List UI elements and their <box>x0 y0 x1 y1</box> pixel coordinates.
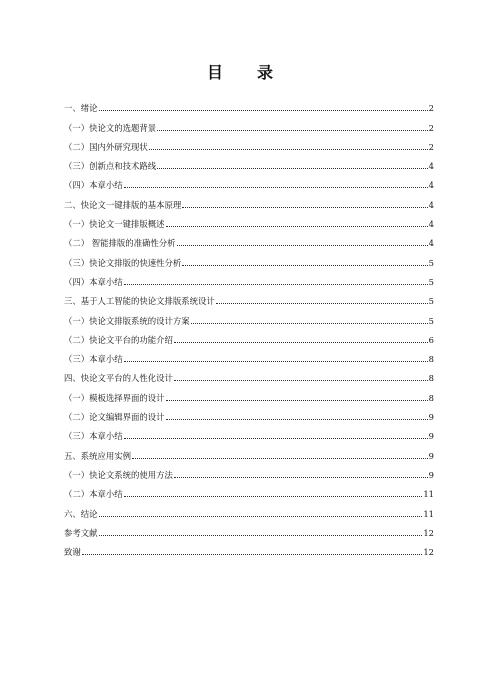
toc-entry-label: 四、快论文平台的人性化设计 <box>64 373 173 384</box>
toc-entry-label: （三）快论文排版的快速性分析 <box>64 257 182 268</box>
toc-entry-label: （二）本章小结 <box>64 489 123 500</box>
toc-entry-page-number: 4 <box>428 161 434 172</box>
toc-entry-page-number: 2 <box>428 103 434 114</box>
toc-entry-label: （三）本章小结 <box>64 431 123 442</box>
toc-entry[interactable] <box>64 538 434 557</box>
toc-dot-leader <box>124 284 428 285</box>
toc-entry-page-number: 12 <box>423 527 434 538</box>
toc-entry-page-number: 9 <box>428 469 434 480</box>
toc-entry-label: （三）创新点和技术路线 <box>64 161 157 172</box>
toc-entry[interactable] <box>64 171 434 190</box>
toc-entry[interactable] <box>64 229 434 248</box>
toc-entry-label: 一、绪论 <box>64 103 98 114</box>
toc-dot-leader <box>124 187 428 188</box>
toc-entry-page-number: 5 <box>428 315 434 326</box>
toc-dot-leader <box>174 477 428 478</box>
toc-dot-leader <box>99 535 423 536</box>
toc-entry[interactable] <box>64 210 434 229</box>
toc-entry[interactable] <box>64 306 434 325</box>
toc-dot-leader <box>174 342 428 343</box>
toc-entry[interactable] <box>64 499 434 518</box>
toc-entry[interactable] <box>64 94 434 113</box>
toc-dot-leader <box>166 400 428 401</box>
toc-entry-label: （二）论文编辑界面的设计 <box>64 412 165 423</box>
toc-entry-page-number: 8 <box>428 392 434 403</box>
toc-dot-leader <box>182 207 427 208</box>
toc-entry-page-number: 4 <box>428 219 434 230</box>
toc-entry-page-number: 4 <box>428 180 434 191</box>
toc-entry[interactable] <box>64 152 434 171</box>
toc-entry-page-number: 6 <box>428 334 434 345</box>
toc-entry[interactable] <box>64 113 434 132</box>
toc-entry-label: 六、结论 <box>64 508 98 519</box>
toc-dot-leader <box>216 303 428 304</box>
toc-entry[interactable] <box>64 345 434 364</box>
toc-entry-label: 参考文献 <box>64 527 98 538</box>
toc-entry-label: （四）本章小结 <box>64 276 123 287</box>
toc-entry[interactable] <box>64 364 434 383</box>
toc-entry[interactable] <box>64 287 434 306</box>
toc-dot-leader <box>132 458 428 459</box>
toc-entry-label: （四）本章小结 <box>64 180 123 191</box>
toc-entry-page-number: 9 <box>428 412 434 423</box>
toc-entry-page-number: 2 <box>428 122 434 133</box>
toc-entry[interactable] <box>64 268 434 287</box>
toc-entry-label: （一）快论文系统的使用方法 <box>64 469 173 480</box>
toc-entry-page-number: 8 <box>428 354 434 365</box>
toc-entry-label: 五、系统应用实例 <box>64 450 131 461</box>
toc-dot-leader <box>174 380 428 381</box>
toc-entry[interactable] <box>64 461 434 480</box>
toc-entry[interactable] <box>64 383 434 402</box>
toc-entry-page-number: 5 <box>428 276 434 287</box>
toc-title: 目录 <box>206 63 307 82</box>
toc-entry-page-number: 11 <box>423 508 434 519</box>
toc-entry-label: （一）快论文一键排版概述 <box>64 219 165 230</box>
toc-dot-leader <box>157 130 428 131</box>
toc-entry[interactable] <box>64 133 434 152</box>
toc-dot-leader <box>99 516 423 517</box>
toc-entry-page-number: 4 <box>428 238 434 249</box>
toc-entry-label: （二）国内外研究现状 <box>64 141 148 152</box>
toc-entry[interactable] <box>64 403 434 422</box>
toc-entry-page-number: 5 <box>428 257 434 268</box>
toc-entry[interactable] <box>64 190 434 209</box>
toc-dot-leader <box>99 110 428 111</box>
toc-dot-leader <box>124 361 428 362</box>
toc-dot-leader <box>149 149 428 150</box>
toc-entry-page-number: 9 <box>428 431 434 442</box>
toc-entry-page-number: 5 <box>428 296 434 307</box>
toc-dot-leader <box>166 419 428 420</box>
toc-entry-page-number: 9 <box>428 450 434 461</box>
toc-entry[interactable] <box>64 422 434 441</box>
toc-dot-leader <box>166 226 428 227</box>
toc-entry-label: （二） 智能排版的准确性分析 <box>64 238 176 249</box>
toc-entry-page-number: 12 <box>423 547 434 558</box>
toc-entry-label: （二）快论文平台的功能介绍 <box>64 334 173 345</box>
toc-entry-page-number: 11 <box>423 489 434 500</box>
toc-dot-leader <box>191 323 428 324</box>
toc-entry-label: 三、基于人工智能的快论文排版系统设计 <box>64 296 215 307</box>
toc-entry[interactable] <box>64 441 434 460</box>
toc-entry[interactable] <box>64 248 434 267</box>
toc-entry-label: （三）本章小结 <box>64 354 123 365</box>
toc-dot-leader <box>177 245 428 246</box>
toc-entry-label: （一）快论文的选题背景 <box>64 122 157 133</box>
toc-entry[interactable] <box>64 326 434 345</box>
toc-entry-page-number: 8 <box>428 373 434 384</box>
table-of-contents <box>64 94 434 557</box>
toc-dot-leader <box>82 554 423 555</box>
toc-entry-label: （一）快论文排版系统的设计方案 <box>64 315 190 326</box>
toc-dot-leader <box>124 438 428 439</box>
toc-dot-leader <box>157 168 428 169</box>
toc-entry-page-number: 2 <box>428 141 434 152</box>
toc-entry-label: 二、快论文一键排版的基本原理 <box>64 199 182 210</box>
toc-dot-leader <box>182 265 427 266</box>
toc-entry[interactable] <box>64 519 434 538</box>
toc-entry-label: （一）模板选择界面的设计 <box>64 392 165 403</box>
toc-dot-leader <box>124 496 423 497</box>
toc-entry[interactable] <box>64 480 434 499</box>
toc-entry-page-number: 4 <box>428 199 434 210</box>
toc-entry-label: 致谢 <box>64 547 81 558</box>
